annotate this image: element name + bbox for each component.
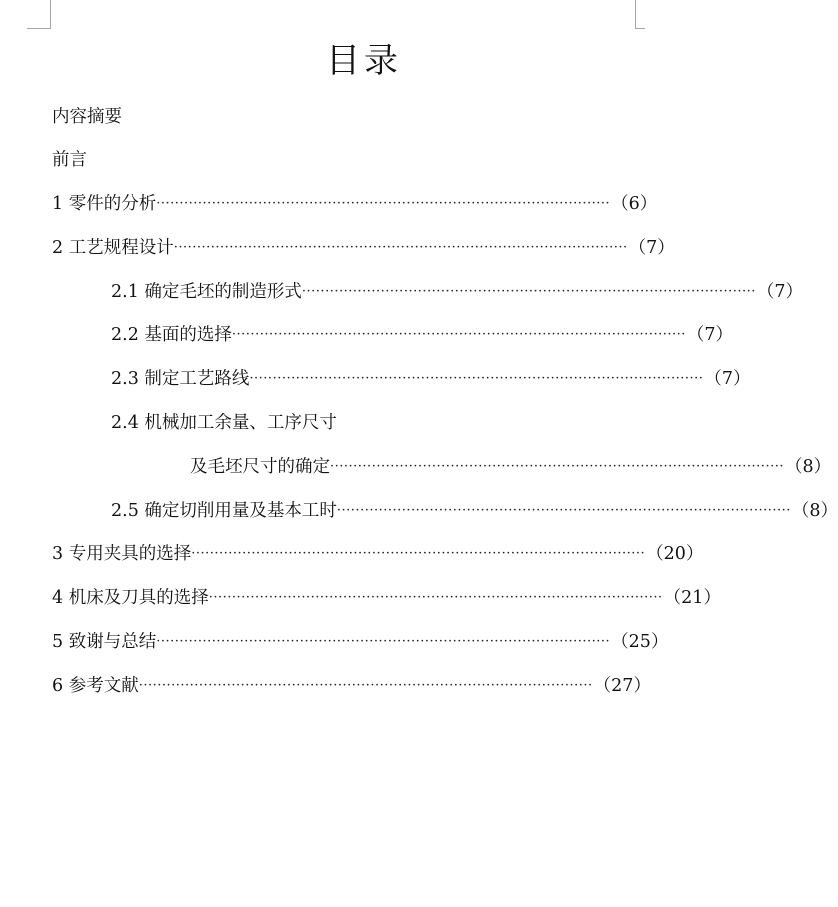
toc-page-number: （7） [686, 325, 734, 345]
toc-entry-2-2 [111, 322, 734, 348]
toc-label: 2.5 确定切削用量及基本工时 [111, 501, 337, 521]
toc-label: 3 专用夹具的选择 [52, 544, 192, 564]
toc-leader-dots: ·································································································· [330, 459, 784, 474]
toc-page-number: （21） [663, 588, 721, 608]
crop-mark-top-left [27, 0, 51, 29]
toc-label: 内容摘要 [52, 107, 122, 127]
toc-entry-ch1 [52, 191, 658, 217]
toc-label: 及毛坯尺寸的确定 [190, 457, 330, 477]
toc-page-number: （6） [611, 194, 658, 214]
toc-label: 4 机床及刀具的选择 [52, 588, 209, 608]
toc-entry-2-4 [111, 410, 411, 436]
toc-entry-ch4 [52, 585, 721, 611]
toc-entry-ch6 [52, 673, 651, 699]
toc-entry-2-1 [111, 279, 804, 305]
toc-page-number: （7） [628, 238, 675, 258]
toc-entry-ch3 [52, 541, 704, 567]
page-title: 目录 [326, 41, 402, 81]
toc-page-number: （8） [791, 501, 838, 521]
toc-leader-dots: ·································································································· [156, 196, 611, 211]
toc-label: 5 致谢与总结 [52, 632, 157, 652]
toc-entry-2-3 [111, 366, 751, 392]
toc-leader-dots: ·································································································· [301, 284, 756, 299]
toc-leader-dots: ·································································································· [156, 634, 611, 649]
toc-entry-2-4-cont [190, 454, 832, 480]
toc-label: 2.4 机械加工余量、工序尺寸 [111, 413, 337, 433]
toc-leader-dots: ·································································································· [336, 503, 791, 518]
toc-label: 1 零件的分析 [52, 194, 157, 214]
toc-entry-ch2 [52, 235, 675, 261]
toc-entry-ch5 [52, 629, 669, 655]
toc-label: 2.2 基面的选择 [111, 325, 232, 345]
toc-label: 前言 [52, 150, 87, 170]
toc-label: 6 参考文献 [52, 676, 139, 696]
toc-page-number: （27） [593, 676, 651, 696]
toc-leader-dots: ·································································································· [191, 546, 646, 561]
toc-label: 2.1 确定毛坯的制造形式 [111, 282, 302, 302]
toc-page-number: （7） [704, 369, 751, 389]
crop-mark-top-right [635, 0, 645, 29]
toc-leader-dots: ·································································································· [208, 590, 663, 605]
toc-leader-dots: ·································································································· [138, 678, 593, 693]
toc-entry-abstract [52, 104, 252, 130]
toc-leader-dots: ·································································································· [231, 327, 686, 342]
toc-leader-dots: ·································································································· [173, 240, 628, 255]
toc-entry-2-5 [111, 498, 838, 524]
toc-leader-dots: ·································································································· [249, 371, 704, 386]
toc-page-number: （25） [611, 632, 669, 652]
toc-label: 2.3 制定工艺路线 [111, 369, 250, 389]
toc-entry-preface [52, 147, 252, 173]
toc-label: 2 工艺规程设计 [52, 238, 174, 258]
toc-page-number: （20） [646, 544, 704, 564]
toc-page-number: （8） [784, 457, 832, 477]
toc-page-number: （7） [756, 282, 804, 302]
